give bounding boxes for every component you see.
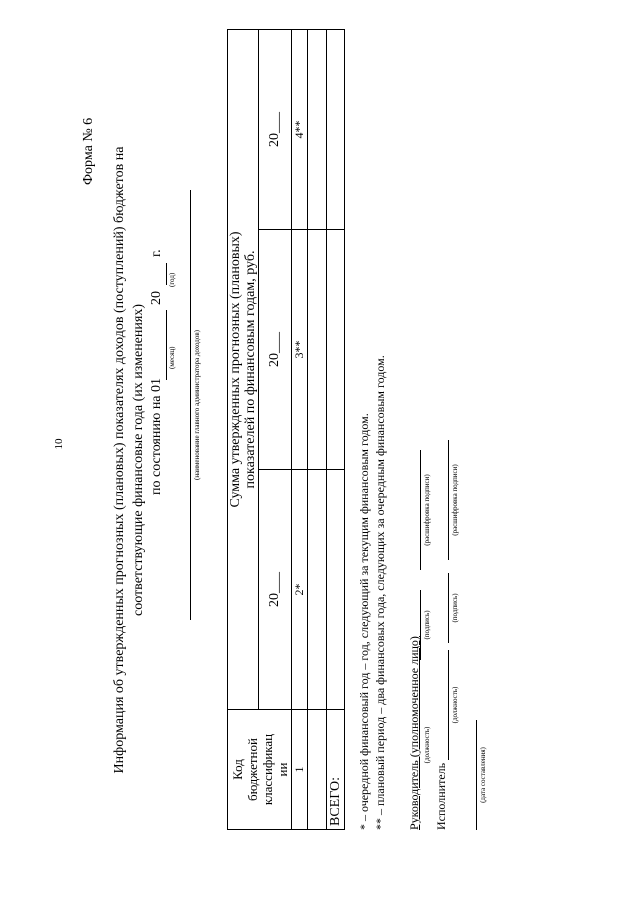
- executor-position-line: [448, 650, 449, 760]
- date-prefix: по состоянию на 01: [149, 377, 164, 495]
- col-number-2: 2*: [292, 470, 308, 710]
- head-decode-line: [420, 450, 421, 570]
- caption-head-signature: (подпись): [423, 610, 431, 640]
- footnote-1: * – очередной финансовый год – год, следующий за текущим финансовым годом.: [357, 413, 371, 830]
- header-sum-cell: Сумма утвержденных прогнозных (плановых) показателей по финансовым годам, руб.: [228, 30, 259, 710]
- footnote-2: ** – плановый период – два финансовых года, следующих за очередным финансовым годом.: [373, 355, 387, 830]
- form-label: Форма № 6: [81, 117, 96, 185]
- caption-executor-signature: (подпись): [451, 593, 459, 623]
- col-number-4: 4**: [292, 30, 308, 230]
- data-cell[interactable]: [308, 710, 327, 830]
- caption-executor-position: (должность): [451, 686, 459, 724]
- caption-month: (месяц): [168, 346, 176, 369]
- caption-executor-decode: (расшифровка подписи): [451, 464, 459, 536]
- total-label: ВСЕГО:: [327, 710, 345, 830]
- title-line-2: соответствующие финансовые года (их изменениях): [131, 304, 146, 616]
- page-number: 10: [53, 438, 65, 450]
- year-header-1: 20___: [259, 470, 292, 710]
- total-cell[interactable]: [327, 230, 345, 470]
- data-cell[interactable]: [308, 230, 327, 470]
- data-cell[interactable]: [308, 470, 327, 710]
- revenue-table: [227, 29, 345, 830]
- admin-name-line: [190, 190, 191, 620]
- year-header-3: 20___: [259, 30, 292, 230]
- caption-head-decode: (расшифровка подписи): [423, 474, 431, 546]
- month-blank: [166, 310, 167, 380]
- year-blank: [166, 263, 167, 285]
- date-line: [476, 720, 477, 830]
- total-cell[interactable]: [327, 470, 345, 710]
- year-header-2: 20___: [259, 230, 292, 470]
- executor-label: Исполнитель: [434, 762, 448, 830]
- caption-year: (год): [168, 272, 176, 287]
- executor-signature-line: [448, 573, 449, 643]
- total-cell[interactable]: [327, 30, 345, 230]
- caption-admin: (наименование главного администратора доходов): [193, 330, 201, 480]
- caption-date: (дата составления): [479, 747, 487, 803]
- date-year-prefix: 20: [149, 291, 164, 305]
- executor-decode-line: [448, 440, 449, 560]
- title-line-1: Информация об утвержденных прогнозных (плановых) показателях доходов (поступлений) бюджетов на: [112, 146, 127, 774]
- caption-head-position: (должность): [423, 726, 431, 764]
- col-number-3: 3**: [292, 230, 308, 470]
- data-cell[interactable]: [308, 30, 327, 230]
- head-label: Руководитель (уполномоченное лицо): [407, 636, 421, 830]
- date-suffix: г.: [149, 249, 164, 257]
- col-number-1: 1: [292, 710, 308, 830]
- header-code-cell: Код бюджетной классификац ии: [228, 710, 292, 830]
- head-signature-line: [420, 590, 421, 660]
